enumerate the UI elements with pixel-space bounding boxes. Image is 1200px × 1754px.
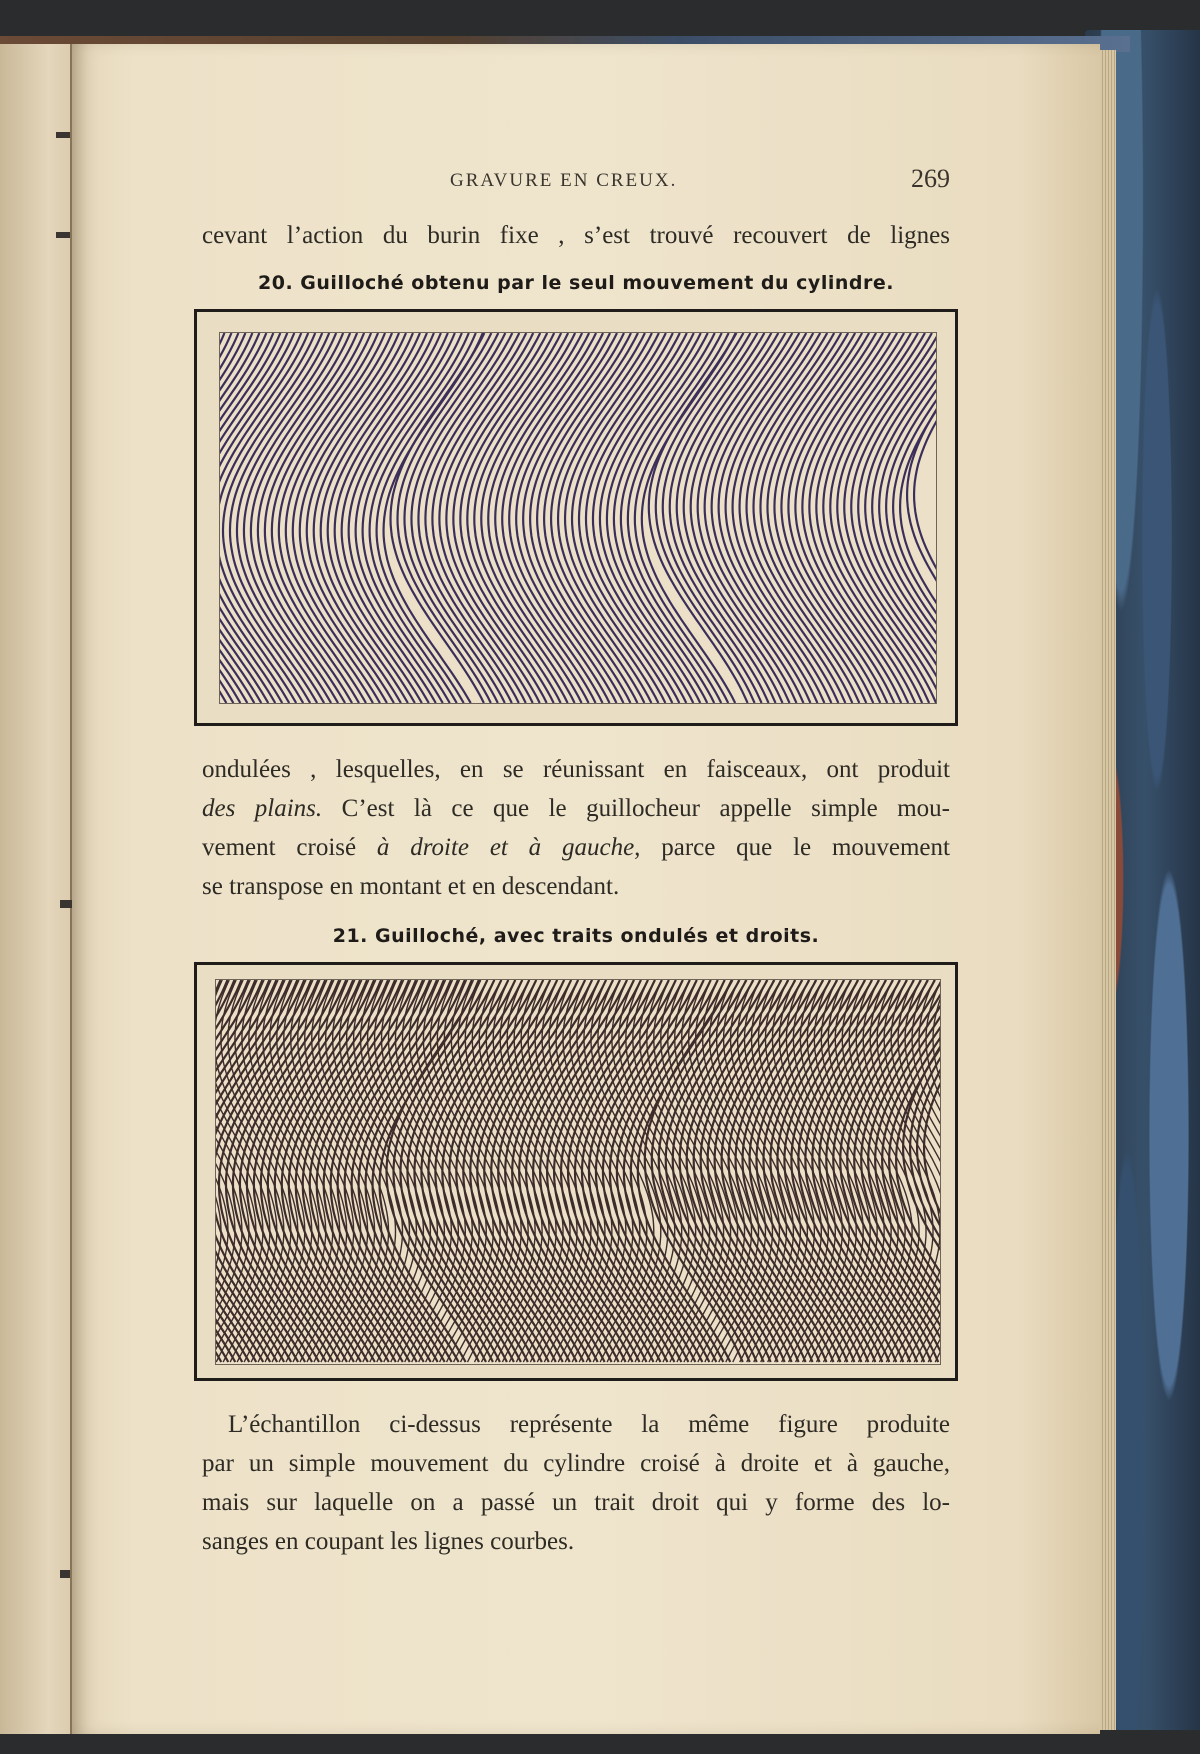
figure-20-frame bbox=[194, 309, 958, 726]
binding-thread bbox=[56, 232, 70, 238]
italic-phrase: à droite et à gauche, bbox=[376, 834, 641, 861]
text-line bbox=[202, 789, 950, 828]
guilloche-lozenge-pattern bbox=[216, 980, 940, 1364]
text-line: mais sur laquelle on a passé un trait droit qui y forme des lo- bbox=[202, 1489, 950, 1516]
left-page bbox=[0, 44, 80, 1734]
binding-thread bbox=[56, 132, 70, 138]
text-line: cevant l’action du burin fixe , s’est trouvé recouvert de lignes bbox=[202, 222, 950, 249]
figure-20-plate bbox=[219, 332, 937, 704]
page-header bbox=[200, 164, 950, 200]
text-line bbox=[202, 828, 950, 867]
figure-21-frame bbox=[194, 962, 958, 1381]
gutter bbox=[70, 44, 72, 1734]
text-top bbox=[202, 216, 950, 255]
text-line: par un simple mouvement du cylindre croisé à droite et à gauche, bbox=[202, 1450, 950, 1477]
italic-phrase: des plains. bbox=[202, 795, 323, 822]
text-line: ondulées , lesquelles, en se réunissant en faisceaux, ont produit bbox=[202, 756, 950, 783]
figure-20-caption: 20. Guilloché obtenu par le seul mouvement du cylindre. bbox=[258, 272, 894, 294]
page-edges bbox=[1100, 50, 1116, 1730]
text-line: sanges en coupant les lignes courbes. bbox=[202, 1528, 575, 1555]
figure-21-plate bbox=[215, 979, 941, 1365]
text-line: L’échantillon ci-dessus représente la même figure produite bbox=[228, 1411, 950, 1438]
text-fragment: C’est là ce que le guillocheur appelle simple mou- bbox=[322, 795, 950, 822]
text-fragment: parce que le mouvement bbox=[640, 834, 950, 861]
text-fragment: vement croisé bbox=[202, 834, 377, 861]
page-number: 269 bbox=[911, 164, 950, 193]
binding-thread bbox=[60, 1570, 70, 1578]
paragraph-2 bbox=[202, 1405, 950, 1561]
guilloche-wave-pattern bbox=[220, 333, 936, 703]
figure-21-caption: 21. Guilloché, avec traits ondulés et droits. bbox=[332, 925, 820, 947]
running-head: GRAVURE EN CREUX. bbox=[450, 170, 678, 191]
paragraph-1 bbox=[202, 750, 950, 906]
text-line: se transpose en montant et en descendant. bbox=[202, 873, 620, 900]
binding-thread bbox=[60, 900, 72, 908]
